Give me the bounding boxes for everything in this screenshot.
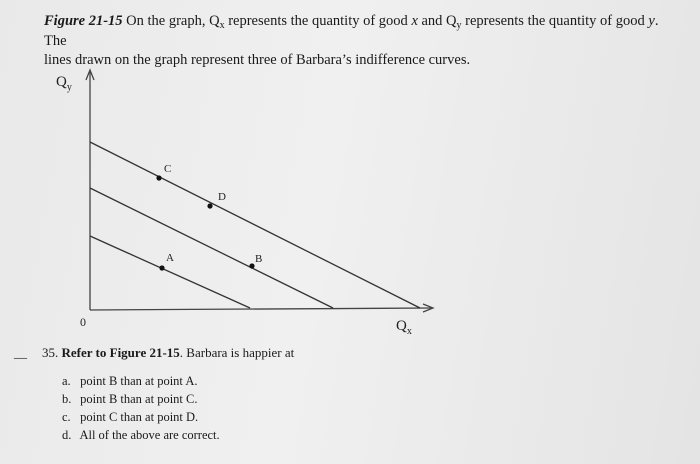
point-c	[156, 175, 161, 180]
indifference-curve-high	[90, 142, 420, 308]
caption-text: represents the quantity of good	[461, 13, 649, 29]
x-axis	[90, 308, 432, 310]
question-ref: Refer to Figure 21-15	[61, 345, 180, 360]
point-b-label: B	[255, 253, 263, 265]
caption-text: represents the quantity of good	[224, 13, 412, 29]
subscript-x: x	[219, 20, 225, 31]
answer-blank: __	[14, 345, 27, 360]
indifference-curve-low	[90, 236, 250, 308]
option-d	[62, 426, 220, 444]
question-stem	[42, 345, 294, 361]
option-b	[62, 390, 220, 408]
subscript-y: y	[456, 20, 462, 31]
option-text: All of the above are correct.	[79, 428, 220, 442]
question-number: 35.	[42, 345, 59, 360]
point-b	[249, 263, 254, 268]
answer-options	[62, 372, 220, 444]
figure-label: Figure 21-15	[44, 13, 123, 29]
option-text: point B than at point A.	[80, 374, 198, 388]
caption-text: and Q	[417, 13, 457, 29]
origin-label: 0	[80, 315, 86, 329]
option-text: point B than at point C.	[80, 392, 198, 406]
option-a	[62, 372, 220, 390]
point-a-label: A	[166, 252, 174, 264]
option-text: point C than at point D.	[80, 410, 199, 424]
caption-text: On the graph, Q	[122, 13, 220, 29]
y-axis-label: $Q_y$	[56, 74, 72, 93]
caption-line-2: lines drawn on the graph represent three of Barbara’s indifference curves.	[44, 52, 471, 68]
point-d	[207, 203, 212, 208]
option-c	[62, 408, 220, 426]
point-d-label: D	[218, 191, 226, 203]
option-letter: b.	[62, 392, 72, 406]
point-a	[159, 265, 164, 270]
question-text: . Barbara is happier at	[179, 345, 295, 360]
point-c-label: C	[164, 163, 172, 175]
x-axis-label: $Q_x$	[396, 318, 412, 337]
option-letter: a.	[62, 374, 71, 388]
good-x: x	[411, 13, 418, 29]
option-letter: d.	[62, 428, 72, 442]
option-letter: c.	[62, 410, 71, 424]
good-y: y	[648, 13, 655, 29]
caption-text: . The	[44, 13, 659, 49]
